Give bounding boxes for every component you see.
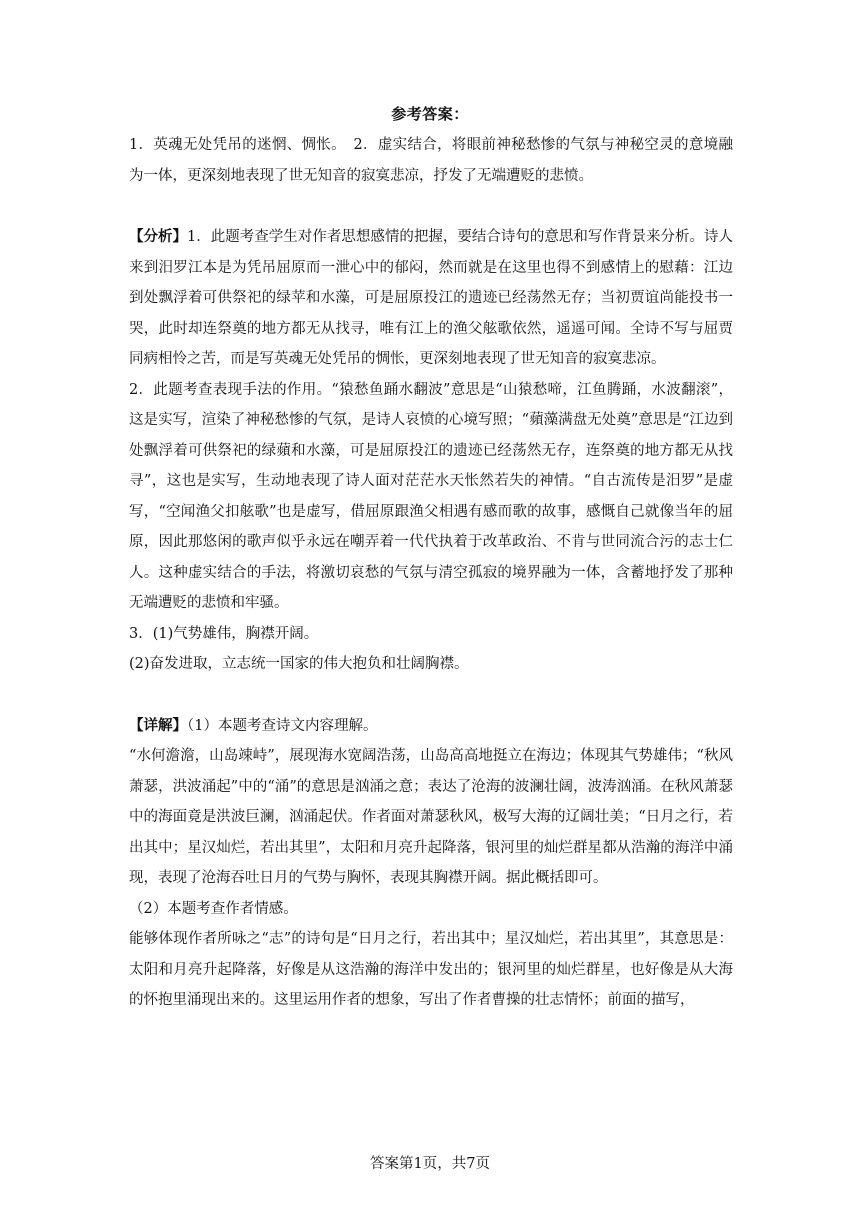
- detail-tag: 【详解】: [129, 716, 187, 734]
- detail-paragraph-1: [129, 711, 733, 742]
- detail-paragraph-2: “水何澹澹，山岛竦峙”，展现海水宽阔浩荡，山岛高高地挺立在海边；体现其气势雄伟；“秋风萧瑟，洪波涌起”中的“涌”的意思是汹涌之意；表达了沧海的波澜壮阔，波涛汹涌。在秋风萧瑟中的海面竟是洪波巨澜，汹涌起伏。作者面对萧瑟秋风，极写大海的辽阔壮美；“日月之行，若出其中；星汉灿烂，若出其里”，太阳和月亮升起降落，银河里的灿烂群星都从浩瀚的海洋中涌现，表现了沧海吞吐日月的气势与胸怀，表现其胸襟开阔。据此概括即可。: [129, 748, 733, 886]
- analysis-paragraph-3: 3．(1)气势雄伟，胸襟开阔。: [129, 625, 319, 642]
- page-title: 参考答案：: [391, 105, 469, 123]
- answers-paragraph: 1．英魂无处凭吊的迷惘、惆怅。 2．虚实结合，将眼前神秘愁惨的气氛与神秘空灵的意境融为一体，更深刻地表现了世无知音的寂寞悲凉，抒发了无端遭贬的悲愤。: [129, 137, 733, 184]
- analysis-text-1: 1．此题考查学生对作者思想感情的把握，要结合诗句的意思和写作背景来分析。诗人来到汨罗江本是为凭吊屈原而一泄心中的郁闷，然而就是在这里也得不到感情上的慰藉：江边到处飘浮着可供祭祀的绿苹和水藻，可是屈原投江的遗迹已经荡然无存；当初贾谊尚能投书一哭，此时却连祭奠的地方都无从找寻，唯有江上的渔父舷歌依然，遥遥可闻。全诗不写与屈贾同病相怜之苦，而是写英魂无处凭吊的惆怅，更深刻地表现了世无知音的寂寞悲凉。: [129, 229, 733, 367]
- answer-content: [129, 130, 733, 1016]
- page-footer: 答案第1页，共7页: [370, 1156, 490, 1172]
- detail-text-1: （1）本题考查诗文内容理解。: [187, 717, 378, 734]
- analysis-paragraph-1: [129, 222, 733, 375]
- spacer: [129, 680, 733, 711]
- analysis-tag: 【分析】: [129, 228, 188, 245]
- analysis-paragraph-2: 2．此题考查表现手法的作用。“猿愁鱼踊水翻波”意思是“山猿愁啼，江鱼腾踊，水波翻滚”，这是实写，渲染了神秘愁惨的气氛，是诗人哀愤的心境写照；“蘋藻满盘无处奠”意思是“江边到处飘浮着可供祭祀的绿蘋和水藻，可是屈原投江的遗迹已经荡然无存，连祭奠的地方都无从找寻”，这也是实写，生动地表现了诗人面对茫茫水天怅然若失的神情。“自古流传是汨罗”是虚写，“空闻渔父扣舷歌”也是虚写，借屈原跟渔父相遇有感而歌的故事，感慨自己就像当年的屈原，因此那悠闲的歌声似乎永远在嘲弄着一代代执着于改革政治、不肯与世同流合污的志士仁人。这种虚实结合的手法，将激切哀愁的气氛与清空孤寂的境界融为一体，含蓄地抒发了那种无端遭贬的悲愤和牢骚。: [129, 381, 733, 611]
- detail-paragraph-4: 能够体现作者所咏之“志”的诗句是“日月之行，若出其中；星汉灿烂，若出其里”，其意思是：太阳和月亮升起降落，好像是从这浩瀚的海洋中发出的；银河里的灿烂群星，也好像是从大海的怀抱里涌现出来的。这里运用作者的想象，写出了作者曹操的壮志情怀；前面的描写，: [129, 931, 733, 1008]
- spacer: [129, 191, 733, 222]
- analysis-paragraph-4: (2)奋发进取，立志统一国家的伟大抱负和壮阔胸襟。: [129, 656, 469, 672]
- detail-paragraph-3: （2）本题考查作者情感。: [129, 900, 298, 917]
